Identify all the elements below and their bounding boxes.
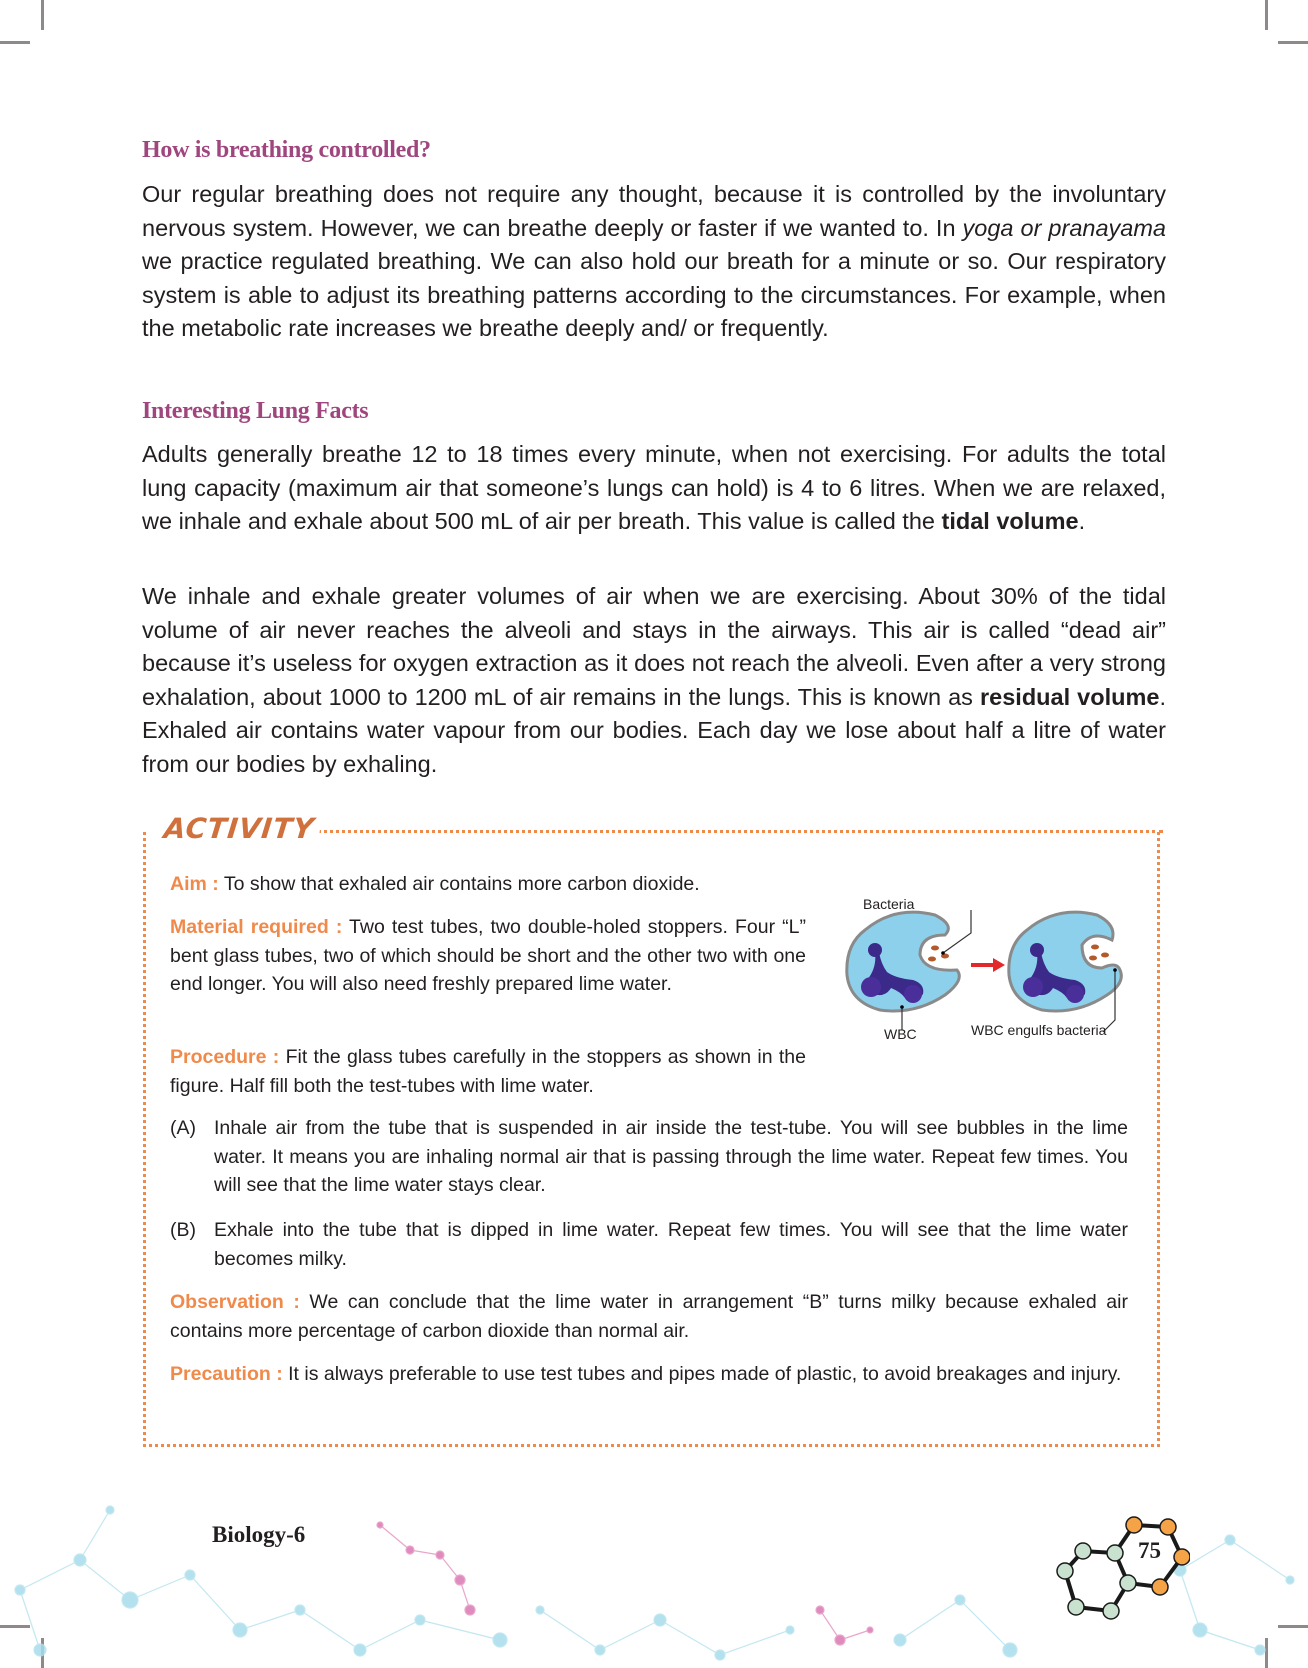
page-number: 75 bbox=[1138, 1538, 1161, 1563]
procedure-label: Procedure : bbox=[170, 1046, 280, 1068]
label-wbc: WBC bbox=[884, 1026, 917, 1042]
hexagon-molecule-icon bbox=[1050, 1505, 1190, 1625]
observation-label: Observation : bbox=[170, 1291, 300, 1313]
section-heading-lung-facts: Interesting Lung Facts bbox=[142, 398, 369, 424]
paragraph-lung-facts-2 bbox=[142, 580, 1166, 782]
materials-label: Material required : bbox=[170, 916, 343, 938]
activity-aim bbox=[170, 870, 810, 899]
paragraph-breathing-control bbox=[142, 178, 1166, 346]
activity-step-a bbox=[170, 1114, 1128, 1200]
paragraph-lung-facts-1 bbox=[142, 438, 1166, 539]
aim-text: To show that exhaled air contains more carbon dioxide. bbox=[218, 873, 700, 895]
step-text: Exhale into the tube that is dipped in lime water. Repeat few times. You will see that the lime water becomes milky. bbox=[214, 1219, 1128, 1270]
crop-mark-top-right-horizontal bbox=[1278, 41, 1308, 44]
activity-step-b bbox=[170, 1216, 1128, 1273]
aim-label: Aim : bbox=[170, 873, 219, 895]
activity-materials bbox=[170, 913, 806, 999]
wbc-figure bbox=[835, 890, 1135, 1050]
paragraph-text: . bbox=[1078, 508, 1086, 535]
activity-procedure bbox=[170, 1043, 806, 1100]
observation-text: We can conclude that the lime water in arrangement “B” turns milky because exhaled air contains more percentage of carbon dioxide than normal air. bbox=[170, 1291, 1128, 1342]
bold-term-residual-volume: residual volume bbox=[980, 683, 1160, 710]
italic-term: yoga or pranayama bbox=[962, 214, 1166, 241]
paragraph-text: . Exhaled air contains water vapour from our bodies. Each day we lose about half a litre of water from our bodies by exhaling. bbox=[142, 683, 1166, 777]
section-heading-breathing-control: How is breathing controlled? bbox=[142, 137, 431, 163]
paragraph-text: Our regular breathing does not require any thought, because it is controlled by the involuntary nervous system. However, we can breathe deeply or faster if we wanted to. In bbox=[142, 181, 1166, 241]
crop-mark-top-left-vertical bbox=[41, 0, 44, 30]
crop-mark-top-left-horizontal bbox=[0, 41, 30, 44]
activity-precaution bbox=[170, 1360, 1128, 1389]
paragraph-text: We inhale and exhale greater volumes of air when we are exercising. About 30% of the tidal volume of air never reaches the alveoli and stays in the airways. This air is called “dead air” because it’s useless for oxygen extraction as it does not reach the alveoli. Even after a very strong exhalation, about 1000 to 1200 mL of air remains in the lungs. This is known as bbox=[142, 583, 1166, 710]
step-text: Inhale air from the tube that is suspended in air inside the test-tube. You will see bubbles in the lime water. It means you are inhaling normal air that is passing through the lime water. Repeat few times. You will see that the lime water stays clear. bbox=[214, 1117, 1128, 1196]
step-marker: (B) bbox=[170, 1219, 196, 1241]
precaution-text: It is always preferable to use test tubes and pipes made of plastic, to avoid breakages and injury. bbox=[282, 1363, 1122, 1385]
activity-observation bbox=[170, 1288, 1128, 1345]
paragraph-text: Adults generally breathe 12 to 18 times every minute, when not exercising. For adults the total lung capacity (maximum air that someone’s lungs can hold) is 4 to 6 litres. When we are relaxed, we inhale and exhale about 500 mL of air per breath. This value is called the bbox=[142, 441, 1166, 535]
activity-title: ACTIVITY bbox=[156, 812, 322, 845]
bold-term-tidal-volume: tidal volume bbox=[941, 508, 1079, 535]
label-bacteria: Bacteria bbox=[863, 896, 915, 912]
activity-top-dotted-line bbox=[305, 830, 1163, 833]
procedure-text: Fit the glass tubes carefully in the stoppers as shown in the figure. Half fill both the test-tubes with lime water. bbox=[170, 1046, 806, 1097]
paragraph-text: we practice regulated breathing. We can also hold our breath for a minute or so. Our respiratory system is able to adjust its breathing patterns according to the circumstances. For example, when the metabolic rate increases we breathe deeply and/ or frequently. bbox=[142, 248, 1166, 342]
label-wbc-engulfs-bacteria: WBC engulfs bacteria bbox=[971, 1022, 1107, 1038]
crop-mark-top-right-vertical bbox=[1265, 0, 1268, 30]
step-marker: (A) bbox=[170, 1117, 196, 1139]
precaution-label: Precaution : bbox=[170, 1363, 283, 1385]
materials-text: Two test tubes, two double-holed stoppers. Four “L” bent glass tubes, two of which should be short and the other two with one end longer. You will also need freshly prepared lime water. bbox=[170, 916, 806, 995]
book-title: Biology-6 bbox=[212, 1522, 306, 1547]
